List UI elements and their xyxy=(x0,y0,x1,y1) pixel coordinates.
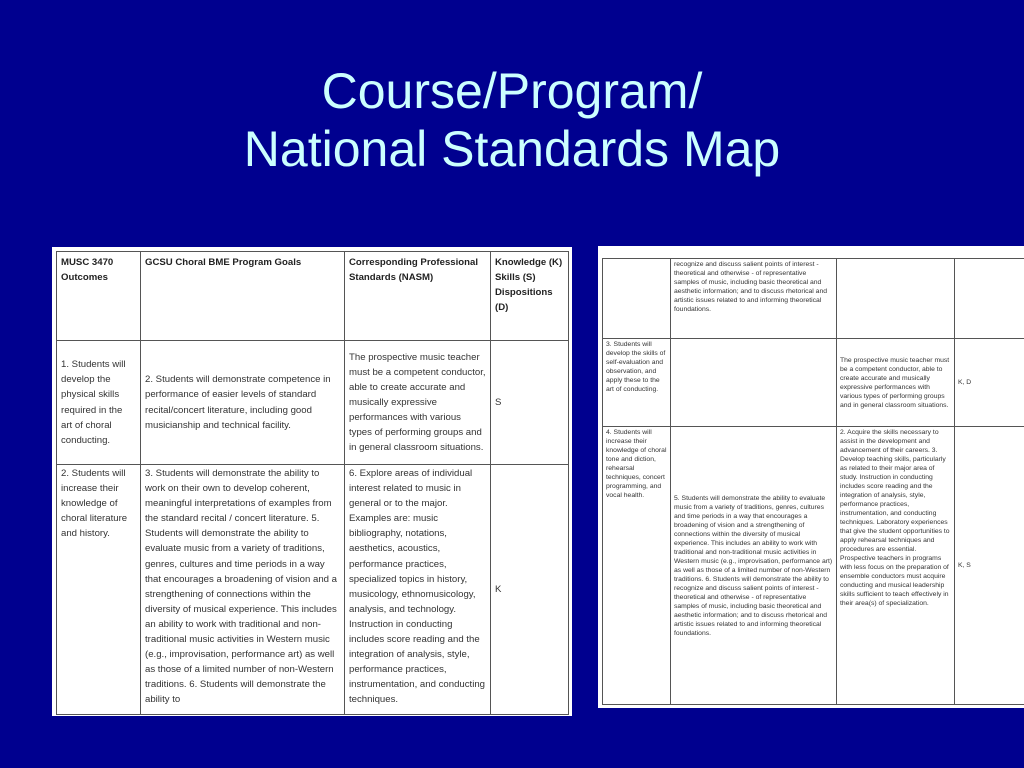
cell-goals: 5. Students will demonstrate the ability to evaluate music from a variety of traditions, genres, cultures and time periods in a way that encourages a broadening of vision and a strengthening of connections within the diversity of musical experience. This includes an ability to work with traditional and non-traditional music activities in Western music (e.g., improvisation, performance art) as well as those of a limited number of non-Western traditions. 6. Students will demonstrate the ability to recognize and discuss salient points of interest - theoretical and otherwise - of representative samples of music, including basic theoretical and aesthetic information; and to discuss rhetorical and artistic issues related to and informing theoretical foundations. xyxy=(671,427,837,705)
header-professional-standards: Corresponding Professional Standards (NASM) xyxy=(345,252,491,341)
header-ksd: Knowledge (K) Skills (S) Dispositions (D) xyxy=(491,252,569,341)
cell-goals xyxy=(671,339,837,427)
table-row xyxy=(603,339,1024,427)
cell-ksd: K, S xyxy=(955,427,1024,705)
slide-title-line-1: Course/Program/ xyxy=(321,62,703,119)
cell-ksd: K xyxy=(491,465,569,715)
cell-goals: recognize and discuss salient points of interest - theoretical and otherwise - of representative samples of music, including basic theoretical and aesthetic information; and to discuss rhetorical and artistic issues related to and informing theoretical foundations. xyxy=(671,259,837,339)
cell-outcome: 3. Students will develop the skills of self-evaluation and observation, and apply these to the art of conducting. xyxy=(603,339,671,427)
slide-title-line-2: National Standards Map xyxy=(243,120,781,177)
cell-outcome: 1. Students will develop the physical skills required in the art of choral conducting. xyxy=(57,341,141,465)
left-table-image xyxy=(52,247,572,716)
right-table-image xyxy=(598,246,1024,708)
cell-outcome: 2. Students will increase their knowledge of choral literature and history. xyxy=(57,465,141,715)
cell-goals: 2. Students will demonstrate competence in performance of easier levels of standard recital/concert literature, including good musicianship and technical facility. xyxy=(141,341,345,465)
cell-standards: The prospective music teacher must be a competent conductor, able to create accurate and musically expressive performances with various types of performing groups and in general classroom situations. xyxy=(345,341,491,465)
cell-outcome: 4. Students will increase their knowledge of choral tone and diction, rehearsal techniques, concert programming, and vocal health. xyxy=(603,427,671,705)
standards-map-table xyxy=(56,251,569,715)
table-header-row xyxy=(57,252,569,341)
cell-standards: 6. Explore areas of individual interest related to music in general or to the major. Examples are: music bibliography, notations, aesthetics, acoustics, performance practices, specialized topics in history, musicology, ethnomusicology, analysis, and technology. Instruction in conducting includes score reading and the integration of analysis, style, performance practices, instrumentation, and conducting techniques. xyxy=(345,465,491,715)
cell-ksd xyxy=(955,259,1024,339)
cell-ksd: S xyxy=(491,341,569,465)
table-row xyxy=(57,341,569,465)
cell-ksd: K, D xyxy=(955,339,1024,427)
table-row xyxy=(603,259,1024,339)
cell-standards: The prospective music teacher must be a competent conductor, able to create accurate and musically expressive performances with various types of performing groups and in general classroom situations. xyxy=(837,339,955,427)
standards-map-table-continued xyxy=(602,258,1024,705)
header-program-goals: GCSU Choral BME Program Goals xyxy=(141,252,345,341)
cell-outcome xyxy=(603,259,671,339)
cell-goals: 3. Students will demonstrate the ability to work on their own to develop coherent, meaningful interpretations of examples from the standard recital / concert literature. 5. Students will demonstrate the ability to evaluate music from a variety of traditions, genres, cultures and time periods in a way that encourages a broadening of vision and a strengthening of connections within the diversity of musical experience. This includes an ability to work with traditional and non-traditional music activities in Western music (e.g., improvisation, performance art) as well as those of a limited number of non-Western traditions. 6. Students will demonstrate the ability to xyxy=(141,465,345,715)
header-outcomes: MUSC 3470 Outcomes xyxy=(57,252,141,341)
cell-standards xyxy=(837,259,955,339)
table-row xyxy=(57,465,569,715)
cell-standards: 2. Acquire the skills necessary to assist in the development and advancement of their careers. 3. Develop teaching skills, particularly as related to their major area of study. Instruction in conducting includes score reading and the integration of analysis, style, performance practices, instrumentation, and conducting techniques. Laboratory experiences that give the student opportunities to apply rehearsal techniques and procedures are essential. Prospective teachers in programs with less focus on the preparation of ensemble conductors must acquire conducting and musical leadership skills sufficient to teach effectively in their area(s) of specialization. xyxy=(837,427,955,705)
table-row xyxy=(603,427,1024,705)
slide-title xyxy=(0,62,1024,178)
